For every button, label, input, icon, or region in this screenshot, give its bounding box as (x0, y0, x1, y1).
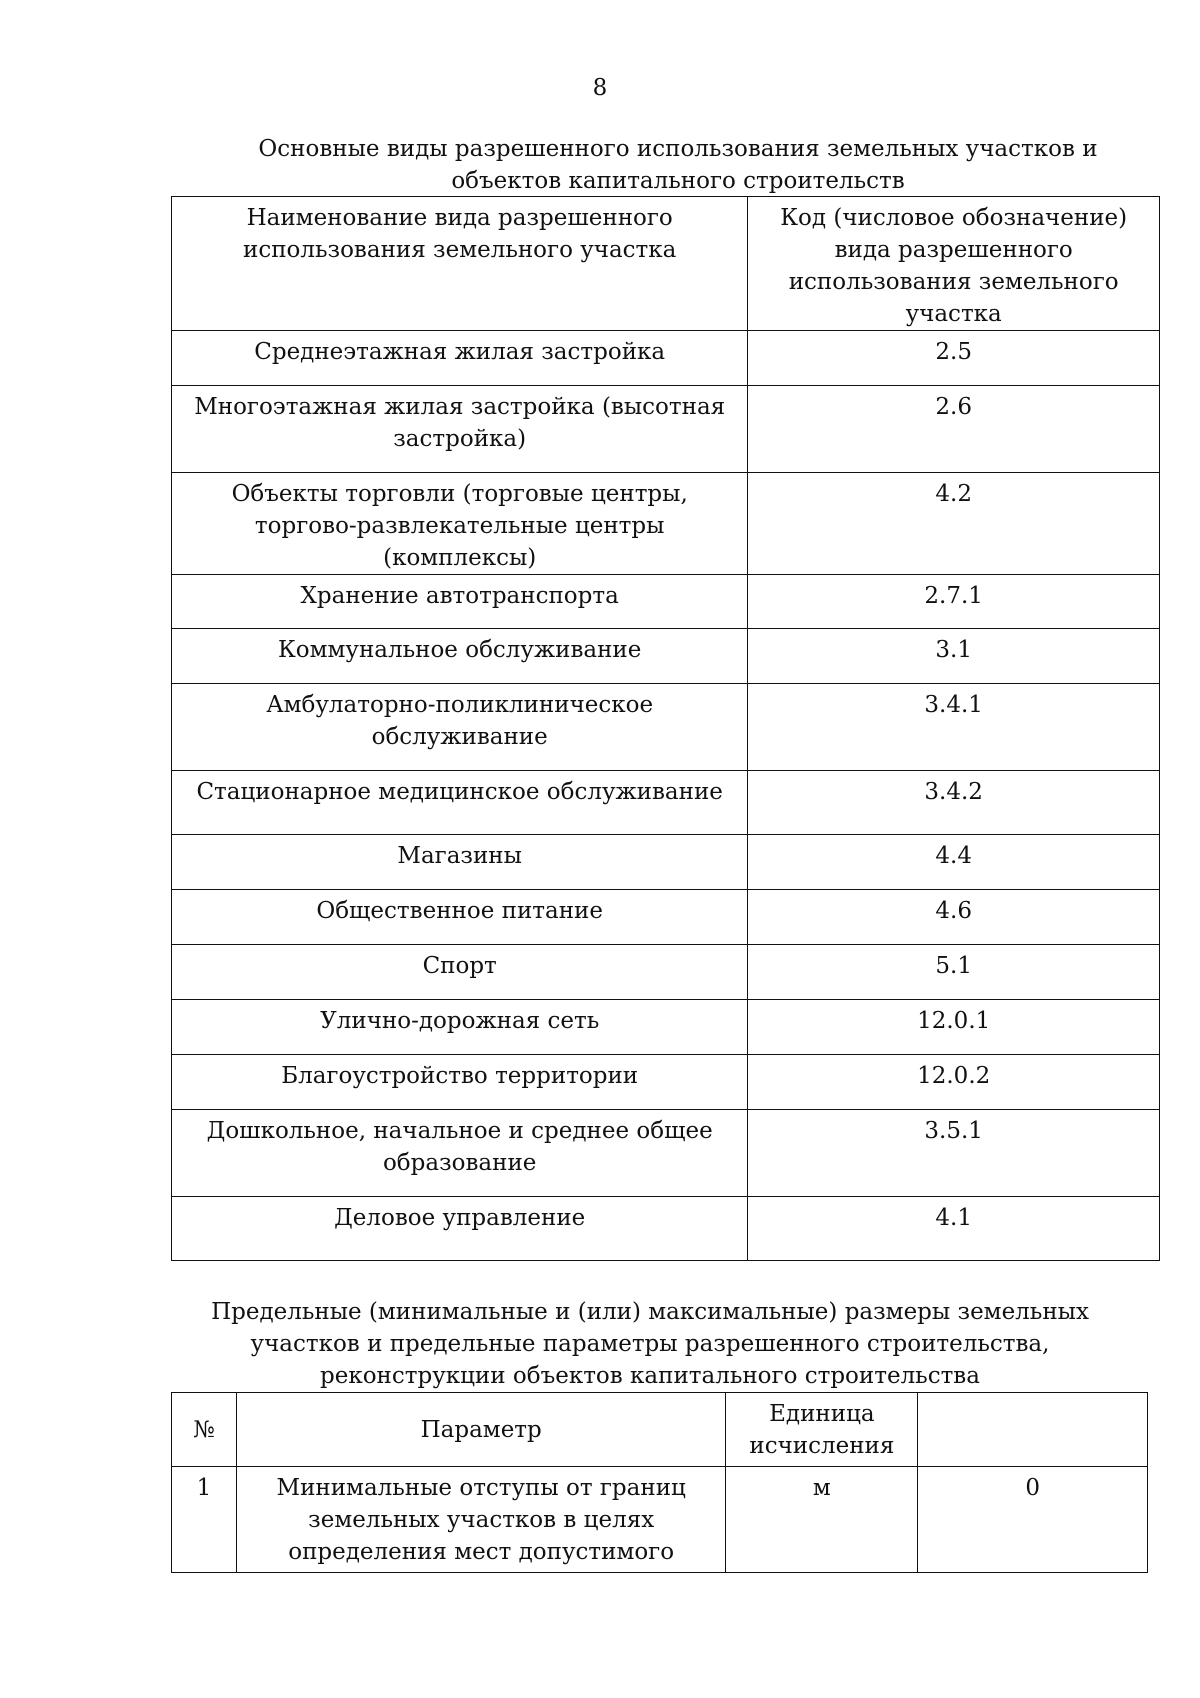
use-name-cell (172, 331, 748, 386)
use-name-cell (172, 386, 748, 473)
header-text: Наименование вида разрешенного (246, 205, 673, 231)
use-code-cell (748, 473, 1160, 575)
header-num-cell (172, 1393, 237, 1467)
use-code-cell (748, 1055, 1160, 1110)
section2-title-line: Предельные (минимальные и (или) максимальные) размеры земельных (211, 1299, 1089, 1325)
use-code-cell (748, 386, 1160, 473)
use-name-cell (172, 771, 748, 835)
table-row (172, 835, 1160, 890)
use-name: обслуживание (371, 724, 548, 750)
section1-title-line: Основные виды разрешенного использования земельных участков и (258, 136, 1098, 162)
use-code-cell (748, 890, 1160, 945)
table-row (172, 473, 1160, 575)
use-code-cell (748, 575, 1160, 629)
table-header-row (172, 1393, 1148, 1467)
use-name-cell (172, 473, 748, 575)
use-code: 2.6 (935, 394, 972, 420)
section2-title-line: реконструкции объектов капитального строительства (320, 1363, 980, 1389)
param-text: Минимальные отступы от границ (276, 1475, 686, 1501)
header-unit-cell (726, 1393, 918, 1467)
use-code: 4.4 (935, 843, 972, 869)
table-row (172, 1000, 1160, 1055)
table-row (172, 771, 1160, 835)
use-code: 4.2 (935, 481, 972, 507)
table-header-row (172, 197, 1160, 331)
table-row (172, 684, 1160, 771)
use-name-cell (172, 629, 748, 684)
param-text: земельных участков в целях (308, 1507, 655, 1533)
use-code: 4.1 (935, 1205, 972, 1231)
table-row (172, 1110, 1160, 1197)
param-num: 1 (196, 1475, 212, 1501)
table-row (172, 890, 1160, 945)
use-code: 5.1 (935, 953, 972, 979)
use-name: Общественное питание (316, 898, 604, 924)
section1-title-line: объектов капитального строительств (451, 168, 905, 194)
header-text: Параметр (420, 1416, 542, 1443)
use-name: Коммунальное обслуживание (278, 637, 642, 663)
use-name: Среднеэтажная жилая застройка (254, 339, 666, 365)
header-text: вида разрешенного (834, 237, 1073, 263)
param-value-cell (918, 1467, 1148, 1573)
land-use-table (171, 196, 1160, 1261)
header-code-cell (748, 197, 1160, 331)
header-text: использования земельного (788, 269, 1119, 295)
use-name: Спорт (422, 953, 497, 979)
page-number: 8 (592, 75, 608, 101)
use-name: Многоэтажная жилая застройка (высотная (194, 394, 726, 420)
use-code-cell (748, 1197, 1160, 1261)
use-name: Улично-дорожная сеть (320, 1008, 600, 1034)
header-name-cell (172, 197, 748, 331)
table-row (172, 629, 1160, 684)
table-row (172, 575, 1160, 629)
header-text: № (193, 1416, 215, 1443)
use-code-cell (748, 945, 1160, 1000)
use-name-cell (172, 1000, 748, 1055)
use-code: 2.7.1 (924, 583, 983, 609)
use-name-cell (172, 575, 748, 629)
use-name-cell (172, 890, 748, 945)
use-name: Стационарное медицинское обслуживание (196, 779, 723, 805)
use-name-cell (172, 684, 748, 771)
param-unit: м (812, 1475, 831, 1501)
use-name: Деловое управление (334, 1205, 586, 1231)
header-text: исчисления (749, 1432, 895, 1459)
use-name: Объекты торговли (торговые центры, (231, 481, 688, 507)
use-code: 3.5.1 (924, 1118, 983, 1144)
use-name-cell (172, 835, 748, 890)
use-code: 4.6 (935, 898, 972, 924)
header-text: Единица (769, 1400, 875, 1427)
header-value-cell (918, 1393, 1148, 1467)
table-row (172, 331, 1160, 386)
use-code: 3.4.2 (924, 779, 983, 805)
param-value: 0 (1025, 1475, 1040, 1501)
use-code: 2.5 (935, 339, 972, 365)
header-text: Код (числовое обозначение) (780, 205, 1128, 231)
table-row (172, 1197, 1160, 1261)
use-code-cell (748, 1110, 1160, 1197)
use-code-cell (748, 771, 1160, 835)
use-name-cell (172, 1197, 748, 1261)
param-num-cell (172, 1467, 237, 1573)
table-row (172, 1055, 1160, 1110)
use-code: 3.1 (935, 637, 972, 663)
use-name: застройка) (393, 426, 527, 452)
use-code: 12.0.1 (917, 1008, 991, 1034)
use-code-cell (748, 835, 1160, 890)
section2-title (170, 1296, 1130, 1392)
use-name-cell (172, 945, 748, 1000)
use-name-cell (172, 1110, 748, 1197)
use-code: 12.0.2 (917, 1063, 991, 1089)
use-name: Магазины (397, 843, 522, 869)
param-unit-cell (726, 1467, 918, 1573)
use-name-cell (172, 1055, 748, 1110)
use-code: 3.4.1 (924, 692, 983, 718)
table-row (172, 945, 1160, 1000)
table-row (172, 1467, 1148, 1573)
param-text-cell (236, 1467, 725, 1573)
use-code-cell (748, 629, 1160, 684)
parameters-table (171, 1392, 1148, 1573)
use-code-cell (748, 684, 1160, 771)
param-text: определения мест допустимого (288, 1539, 675, 1565)
use-name: Амбулаторно-поликлиническое (266, 692, 654, 718)
use-name: Благоустройство территории (281, 1063, 639, 1089)
use-code-cell (748, 1000, 1160, 1055)
use-name: торгово-развлекательные центры (комплексы) (254, 513, 665, 571)
header-text: использования земельного участка (243, 237, 677, 263)
use-name: образование (382, 1150, 537, 1176)
header-text: участка (905, 301, 1002, 327)
header-param-cell (236, 1393, 725, 1467)
section2-title-line: участков и предельные параметры разрешенного строительства, (250, 1331, 1050, 1357)
use-name: Хранение автотранспорта (300, 583, 619, 609)
use-code-cell (748, 331, 1160, 386)
table-row (172, 386, 1160, 473)
section1-title (170, 133, 1186, 197)
use-name: Дошкольное, начальное и среднее общее (206, 1118, 713, 1144)
